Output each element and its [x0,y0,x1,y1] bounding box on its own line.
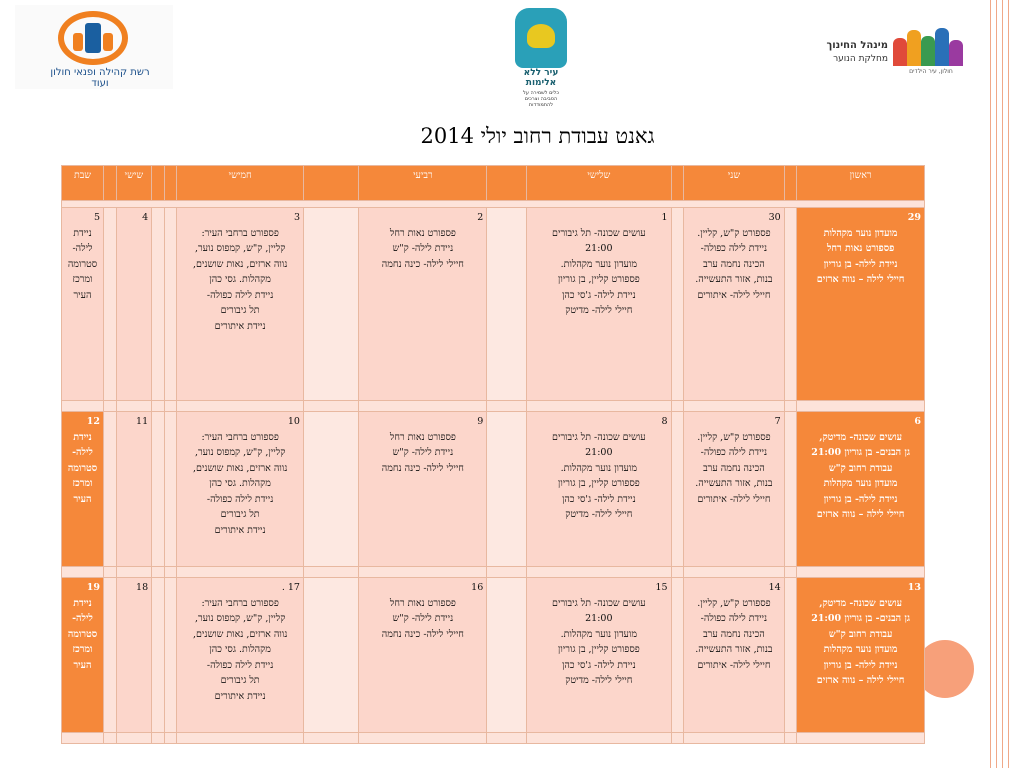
activity-line: חיילי לילה- כינה נחמה [381,258,464,270]
activity-line: ניידת איתורים [214,524,266,536]
blank-cell [164,208,177,401]
day-cell-sat [62,412,104,567]
date-number: 1 [661,212,668,223]
activity-line: בנות, אזור התעשייה. [695,274,773,285]
date-number: 13 [907,582,921,593]
activity-line: חיילי לילה- כינה נחמה [381,628,464,640]
day-cell-tue [527,208,672,401]
blank-cell [784,412,797,567]
table-header-row [62,166,925,201]
activity-line: גן הבנים- בן גוריון 21:00 [811,613,911,624]
blank-cell [671,578,684,733]
activity-line: פספורט קליין, בן גוריון [557,644,640,655]
date-number: 6 [914,416,921,427]
activity-line: קליין, ק"ש, קמפוס נוער, [194,613,286,624]
activity-line: עבודת רחוב ק"ש [828,462,893,474]
day-cell-fri [116,578,152,733]
logo-community-network [15,5,173,89]
date-number: 4 [142,212,149,223]
blank-cell [152,578,165,733]
decor-border-line [1002,0,1003,768]
date-number: 14 [768,582,781,593]
activity-line: לילה- [72,613,93,624]
logo-text: רשת קהילה ופנאי חולון ועוד [50,67,150,89]
activity-line: ניידת לילה- ג'סי כהן [561,493,636,505]
date-number: 17 . [281,582,300,593]
blank-cell [152,208,165,401]
logo-subtext: חולון, עיר הילדים [909,68,953,75]
decor-border-line [1008,0,1009,768]
blank-cell [303,412,359,567]
date-number: 29 [907,212,921,223]
activity-line: ניידת לילה- בן גוריון [823,659,898,671]
day-header: רביעי [359,166,487,201]
activity-line: לילה- [72,243,93,254]
blank-cell [784,578,797,733]
activity-line: עושים שכונה- תל גיבורים [552,431,646,443]
activity-line: ניידת לילה כפולה- [206,289,274,301]
activity-line: חיילי לילה- איתורים [697,289,771,301]
activity-line: עושים שכונה- תל גיבורים [552,227,646,239]
activity-line: עושים שכונה- מדיטק, [819,431,902,443]
blank-cell [164,578,177,733]
activity-line: חיילי לילה – נווה ארזים [816,675,905,686]
activity-line: סטרומה [67,462,98,474]
blank-cell [784,208,797,401]
decor-border-line [990,0,991,768]
activity-line: הכינה נחמה ערב [703,628,765,640]
activity-line: חיילי לילה- מדיטק [565,509,633,520]
activity-line: חיילי לילה – נווה ארזים [816,509,905,520]
activity-line: פספורט ק"ש, קליין. [697,227,771,239]
day-cell-mon [684,578,785,733]
activity-line: פספורט ק"ש, קליין. [697,597,771,609]
date-number: 30 [768,212,781,223]
activity-line: חיילי לילה- כינה נחמה [381,462,464,474]
activity-line: ניידת איתורים [214,320,266,332]
activity-line: מועדון נוער מקהלות. [560,628,637,640]
date-number: 2 [477,212,484,223]
activity-line: ניידת לילה- ג'סי כהן [561,289,636,301]
logo-figure-icon [103,33,113,51]
activity-line: 21:00 [585,243,613,254]
activity-line: פספורט ברחבי העיר: [201,227,279,239]
activity-line: חיילי לילה- איתורים [697,493,771,505]
date-number: 7 [774,416,781,427]
activity-line: פספורט נאות רחל [389,431,456,443]
activity-line: פספורט ברחבי העיר: [201,431,279,443]
day-header: שני [684,166,785,201]
day-cell-thu [177,208,304,401]
logo-holon-education [808,12,968,78]
activity-line: מקהלות. גסי כהן [209,478,271,489]
date-number: 12 [86,416,100,427]
activity-line: ניידת לילה כפולה- [700,447,768,458]
date-number: 11 [136,416,149,427]
week-row [62,412,925,567]
date-number: 15 [655,582,668,593]
activity-line: פספורט ק"ש, קליין. [697,431,771,443]
day-cell-mon [684,208,785,401]
day-cell-wed [359,208,487,401]
day-cell-tue [527,412,672,567]
activity-line: ניידת [73,597,92,609]
logo-figure-icon [73,33,83,51]
logo-subtext: מחלקת הנוער [833,54,888,64]
activity-line: פספורט קליין, בן גוריון [557,274,640,285]
activity-line: ניידת לילה- ק"ש [392,613,454,624]
activity-line: קליין, ק"ש, קמפוס נוער, [194,243,286,254]
day-cell-mon [684,412,785,567]
activity-line: לילה- [72,447,93,458]
logo-city-without-violence [515,8,567,108]
date-number: 9 [477,416,484,427]
day-cell-thu [177,578,304,733]
date-number: 5 [93,212,100,223]
activity-line: ניידת איתורים [214,690,266,702]
activity-line: ומרכז [72,274,93,285]
activity-line: פספורט נאות רחל [389,227,456,239]
blank-cell [487,412,527,567]
blank-cell [103,208,116,401]
blank-cell [487,578,527,733]
heart-icon [527,24,555,48]
date-number: 8 [661,416,668,427]
week-row [62,208,925,401]
week-row [62,578,925,733]
day-cell-fri [116,412,152,567]
blank-cell [303,208,359,401]
decor-border-line [996,0,997,768]
activity-line: העיר [73,289,92,301]
page-title: גאנט עבודת רחוב יולי 2014 [420,124,655,148]
date-number: 3 [293,212,300,223]
activity-line: חיילי לילה- מדיטק [565,675,633,686]
day-cell-wed [359,578,487,733]
activity-line: עושים שכונה- מדיטק, [819,597,902,609]
day-header: שבת [62,166,104,201]
day-cell-sun [797,208,925,401]
activity-line: מקהלות. גסי כהן [209,644,271,655]
activity-line: הכינה נחמה ערב [703,258,765,270]
activity-line: ומרכז [72,478,93,489]
holon-blocks-icon [893,26,963,66]
activity-line: ניידת [73,227,92,239]
day-header: ראשון [797,166,925,201]
activity-line: מועדון נוער מקהלות [823,227,898,239]
date-number: 18 [136,582,149,593]
activity-line: סטרומה [67,628,98,640]
day-cell-sun [797,412,925,567]
day-cell-sun [797,578,925,733]
activity-line: גן הבנים- בן גוריון 21:00 [811,447,911,458]
activity-line: סטרומה [67,258,98,270]
activity-line: עבודת רחוב ק"ש [828,628,893,640]
day-cell-sat [62,208,104,401]
day-header: חמישי [177,166,304,201]
logo-subtext: כלים לשמירה על הסביבה וצרכים להתמודדות [522,90,560,108]
activity-line: מקהלות. גסי כהן [209,274,271,285]
blank-cell [303,578,359,733]
day-cell-tue [527,578,672,733]
activity-line: העיר [73,493,92,505]
activity-line: בנות, אזור התעשייה. [695,644,773,655]
date-number: 19 [86,582,100,593]
blank-cell [164,412,177,567]
day-header: שישי [116,166,152,201]
day-cell-fri [116,208,152,401]
activity-line: ניידת לילה כפולה- [700,243,768,254]
activity-line: ניידת לילה- בן גוריון [823,258,898,270]
activity-line: ניידת לילה- בן גוריון [823,493,898,505]
day-cell-sat [62,578,104,733]
activity-line: 21:00 [585,613,613,624]
blank-cell [487,208,527,401]
activity-line: הכינה נחמה ערב [703,462,765,474]
activity-line: ניידת [73,431,92,443]
logo-figure-icon [85,23,101,53]
activity-line: פספורט נאות רחל [826,243,895,254]
activity-line: עושים שכונה- תל גיבורים [552,597,646,609]
activity-line: העיר [73,659,92,671]
activity-line: קליין, ק"ש, קמפוס נוער, [194,447,286,458]
activity-line: ניידת לילה- ק"ש [392,243,454,254]
activity-line: ומרכז [72,644,93,655]
activity-line: ניידת לילה כפולה- [206,659,274,671]
activity-line: ניידת לילה- ג'סי כהן [561,659,636,671]
activity-line: חיילי לילה- מדיטק [565,305,633,316]
activity-line: חיילי לילה- איתורים [697,659,771,671]
date-number: 10 [287,416,300,427]
blank-cell [671,208,684,401]
logo-text: מינהל החינוך [826,40,888,51]
day-cell-thu [177,412,304,567]
activity-line: מועדון נוער מקהלות. [560,258,637,270]
activity-line: 21:00 [585,447,613,458]
activity-line: מועדון נוער מקהלות [823,478,898,489]
activity-line: חיילי לילה – נווה ארזים [816,274,905,285]
day-header: שלישי [527,166,672,201]
activity-line: פספורט קליין, בן גוריון [557,478,640,489]
activity-line: ניידת לילה- ק"ש [392,447,454,458]
activity-line: תל גיבורים [220,509,260,520]
blank-cell [152,412,165,567]
activity-line: תל גיבורים [220,675,260,686]
gantt-calendar-table [61,165,925,744]
activity-line: ניידת לילה כפולה- [206,493,274,505]
day-cell-wed [359,412,487,567]
activity-line: נווה ארזים, נאות שושנים, [192,628,288,640]
activity-line: בנות, אזור התעשייה. [695,478,773,489]
activity-line: מועדון נוער מקהלות [823,644,898,655]
blank-cell [103,578,116,733]
activity-line: ניידת לילה כפולה- [700,613,768,624]
activity-line: מועדון נוער מקהלות. [560,462,637,474]
activity-line: פספורט ברחבי העיר: [201,597,279,609]
date-number: 16 [471,582,484,593]
activity-line: נווה ארזים, נאות שושנים, [192,462,288,474]
blank-cell [671,412,684,567]
activity-line: תל גיבורים [220,305,260,316]
activity-line: פספורט נאות רחל [389,597,456,609]
logo-text: עיר ללא אלימות [523,68,559,88]
activity-line: נווה ארזים, נאות שושנים, [192,258,288,270]
blank-cell [103,412,116,567]
